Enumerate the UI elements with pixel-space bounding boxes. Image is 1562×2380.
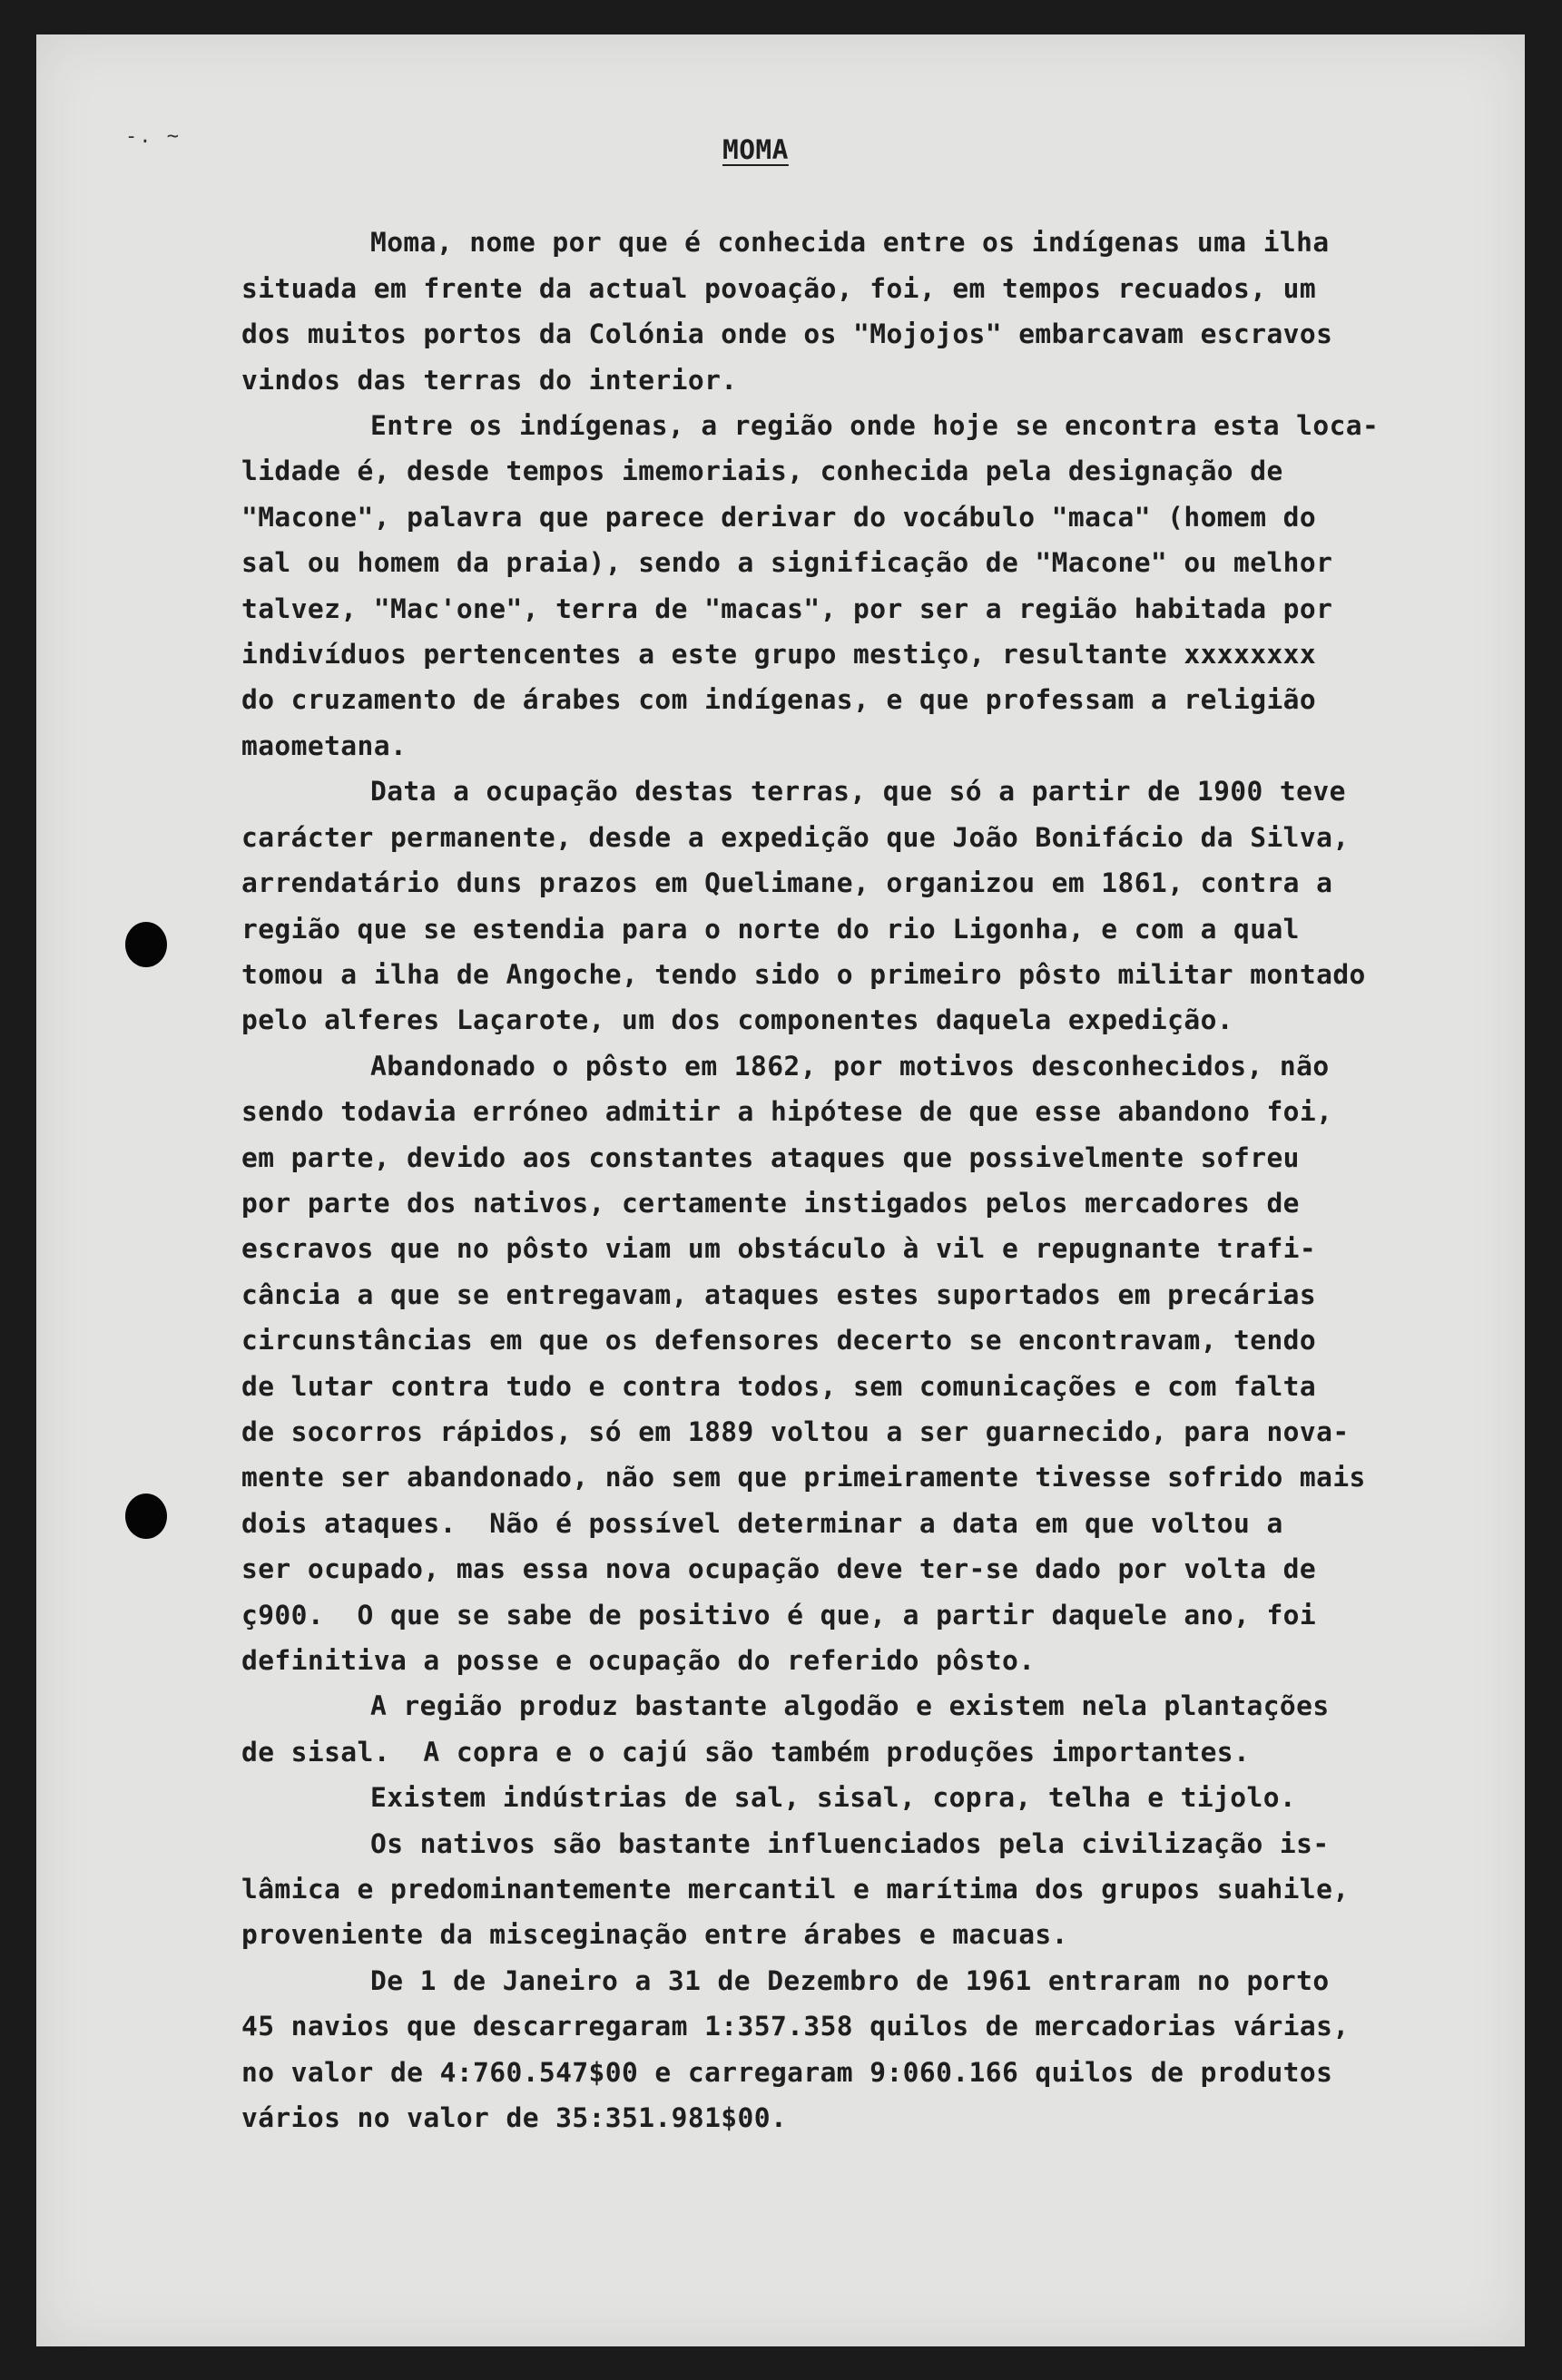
- text-line: proveniente da misceginação entre árabes e macuas.: [241, 1919, 1068, 1951]
- text-line: vários no valor de 35:351.981$00.: [241, 2102, 788, 2134]
- text-line: lidade é, desde tempos imemoriais, conhecida pela designação de: [241, 455, 1283, 487]
- text-line: maometana.: [241, 730, 408, 761]
- corner-mark: -. ~: [125, 125, 181, 148]
- text-line: de sisal. A copra e o cajú são também produções importantes.: [241, 1736, 1251, 1768]
- document-body: [241, 127, 1508, 2140]
- text-line: tomou a ilha de Angoche, tendo sido o primeiro pôsto militar montado: [241, 958, 1366, 990]
- paragraph: [241, 1683, 1508, 1775]
- document-title: MOMA: [722, 134, 789, 165]
- text-line: situada em frente da actual povoação, foi, em tempos recuados, um: [241, 272, 1317, 304]
- text-line: Existem indústrias de sal, sisal, copra, telha e tijolo.: [370, 1782, 1297, 1814]
- text-line: vindos das terras do interior.: [241, 364, 738, 396]
- text-line: do cruzamento de árabes com indígenas, e que professam a religião: [241, 684, 1317, 716]
- text-line: sendo todavia erróneo admitir a hipótese de que esse abandono foi,: [241, 1096, 1333, 1128]
- paragraph: [241, 403, 1508, 769]
- text-line: cância a que se entregavam, ataques estes suportados em precárias: [241, 1278, 1317, 1310]
- text-line: Moma, nome por que é conhecida entre os indígenas uma ilha: [370, 227, 1330, 259]
- text-line: no valor de 4:760.547$00 e carregaram 9:060.166 quilos de produtos: [241, 2056, 1333, 2088]
- text-line: dos muitos portos da Colónia onde os "Mojojos" embarcavam escravos: [241, 318, 1333, 350]
- paragraph: [241, 1043, 1508, 1684]
- text-line: por parte dos nativos, certamente instigados pelos mercadores de: [241, 1187, 1300, 1219]
- text-line: talvez, "Mac'one", terra de "macas", por ser a região habitada por: [241, 593, 1333, 624]
- paragraph: [241, 220, 1508, 403]
- text-line: escravos que no pôsto viam um obstáculo à vil e repugnante trafi-: [241, 1233, 1317, 1265]
- text-line: região que se estendia para o norte do rio Ligonha, e com a qual: [241, 913, 1300, 945]
- text-line: definitiva a posse e ocupação do referido pôsto.: [241, 1645, 1036, 1676]
- text-line: indivíduos pertencentes a este grupo mestiço, resultante xxxxxxxx: [241, 639, 1317, 671]
- paragraph: [241, 1958, 1508, 2141]
- text-line: Os nativos são bastante influenciados pela civilização is-: [370, 1827, 1330, 1859]
- text-line: Entre os indígenas, a região onde hoje se encontra esta loca-: [370, 410, 1380, 442]
- punch-hole-lower: [125, 1494, 167, 1539]
- paragraph: [241, 1821, 1508, 1958]
- text-line: "Macone", palavra que parece derivar do vocábulo "maca" (homem do: [241, 501, 1317, 533]
- text-line: dois ataques. Não é possível determinar a data em que voltou a: [241, 1507, 1283, 1539]
- text-line: Data a ocupação destas terras, que só a partir de 1900 teve: [370, 776, 1346, 808]
- text-line: de lutar contra tudo e contra todos, sem comunicações e com falta: [241, 1370, 1317, 1402]
- paragraphs: [241, 220, 1508, 2140]
- text-line: sal ou homem da praia), sendo a significação de "Macone" ou melhor: [241, 547, 1333, 579]
- text-line: A região produz bastante algodão e existem nela plantações: [370, 1690, 1330, 1722]
- text-line: arrendatário duns prazos em Quelimane, organizou em 1861, contra a: [241, 867, 1333, 899]
- text-line: lâmica e predominantemente mercantil e marítima dos grupos suahile,: [241, 1874, 1350, 1905]
- text-line: ç900. O que se sabe de positivo é que, a partir daquele ano, foi: [241, 1599, 1317, 1631]
- text-line: Abandonado o pôsto em 1862, por motivos desconhecidos, não: [370, 1050, 1330, 1082]
- text-line: mente ser abandonado, não sem que primeiramente tivesse sofrido mais: [241, 1462, 1366, 1494]
- paragraph: [241, 769, 1508, 1043]
- paragraph: [241, 1775, 1508, 1820]
- text-line: carácter permanente, desde a expedição que João Bonifácio da Silva,: [241, 821, 1350, 853]
- text-line: circunstâncias em que os defensores decerto se encontravam, tendo: [241, 1325, 1317, 1357]
- text-line: de socorros rápidos, só em 1889 voltou a ser guarnecido, para nova-: [241, 1415, 1350, 1447]
- text-line: em parte, devido aos constantes ataques que possivelmente sofreu: [241, 1141, 1300, 1173]
- text-line: ser ocupado, mas essa nova ocupação deve ter-se dado por volta de: [241, 1553, 1317, 1585]
- text-line: pelo alferes Laçarote, um dos componentes daquela expedição.: [241, 1004, 1234, 1036]
- text-line: 45 navios que descarregaram 1:357.358 quilos de mercadorias várias,: [241, 2011, 1350, 2042]
- punch-hole-upper: [125, 922, 167, 967]
- text-line: De 1 de Janeiro a 31 de Dezembro de 1961 entraram no porto: [370, 1964, 1330, 1996]
